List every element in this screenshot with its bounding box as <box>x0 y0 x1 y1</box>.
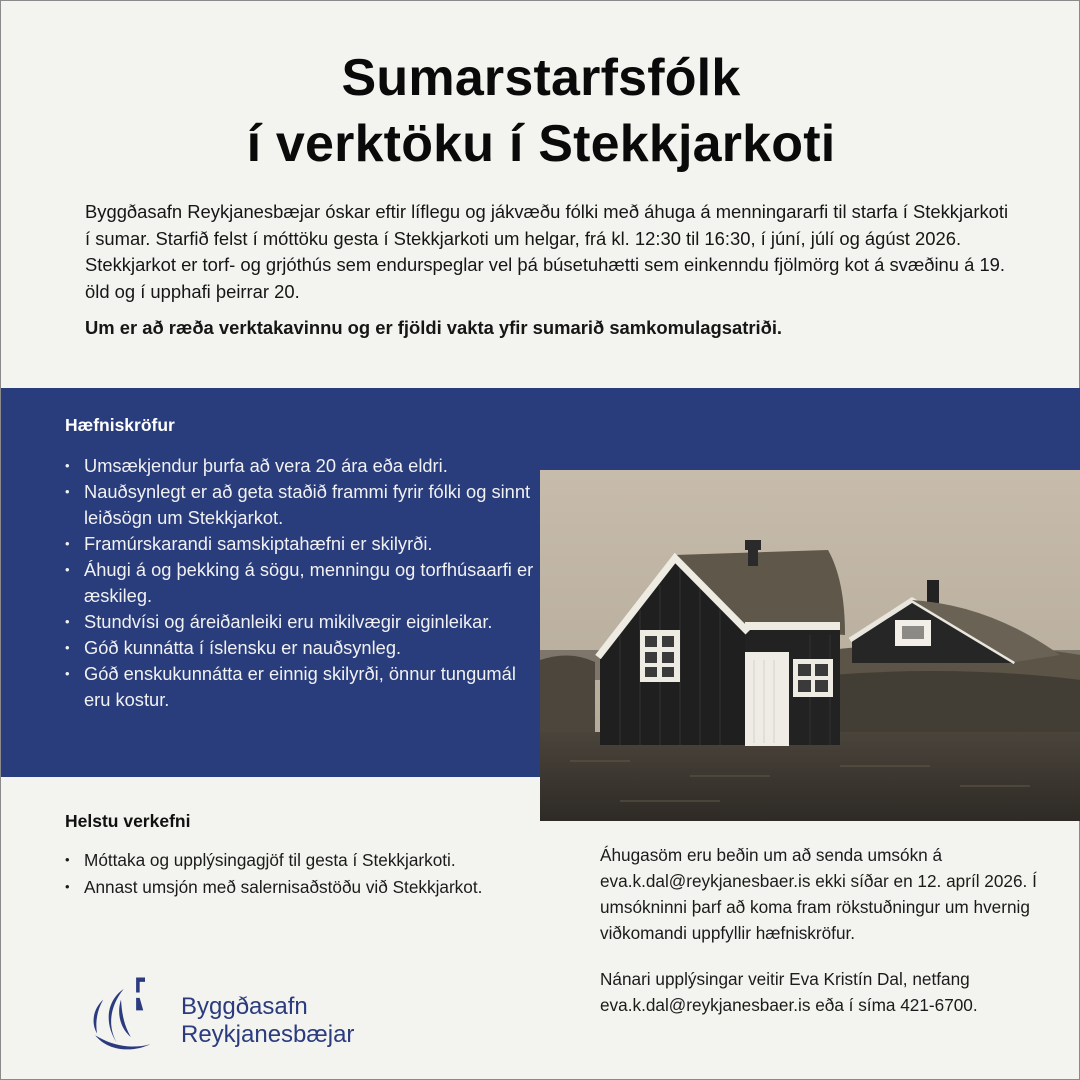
list-item: • Annast umsjón með salernisaðstöðu við Stekkjarkot. <box>65 874 485 901</box>
list-item: • Framúrskarandi samskiptahæfni er skilyrði. <box>65 531 535 557</box>
list-item: • Umsækjendur þurfa að vera 20 ára eða eldri. <box>65 453 535 479</box>
list-item: • Áhugi á og þekking á sögu, menningu og torfhúsaarfi er æskileg. <box>65 557 535 609</box>
requirements-title: Hæfniskröfur <box>65 415 175 435</box>
list-item: • Nauðsynlegt er að geta staðið frammi fyrir fólki og sinnt leiðsögn um Stekkjarkot. <box>65 479 535 531</box>
page-title <box>1 45 1080 177</box>
tasks-title: Helstu verkefni <box>65 811 191 831</box>
list-item: • Góð enskukunnátta er einnig skilyrði, önnur tungumál eru kostur. <box>65 661 535 713</box>
intro-section <box>85 199 1015 342</box>
application-text: Áhugasöm eru beðin um að senda umsókn á eva.k.dal@reykjanesbaer.is ekki síðar en 12. apríl 2026. Í umsókninni þarf að koma fram rökstuðningur um hvernig viðkomandi uppfyllir hæfniskröfur. <box>600 845 1037 943</box>
tasks-list <box>65 847 485 900</box>
title-line-1: Sumarstarfsfólk <box>341 49 741 107</box>
list-item: • Góð kunnátta í íslensku er nauðsynleg. <box>65 635 535 661</box>
ship-sail-icon <box>81 973 161 1053</box>
intro-paragraph: Byggðasafn Reykjanesbæjar óskar eftir líflegu og jákvæðu fólki með áhuga á menningararfi til starfa í Stekkjarkoti í sumar. Starfið felst í móttöku gesta í Stekkjarkoti um helgar, frá kl. 12:30 til 16:30, í júní, júlí og ágúst 2026. Stekkjarkot er torf- og grjóthús sem endurspeglar vel þá búsetuhætti sem einkenndu fjölmörg kot á svæðinu á 19. öld og í upphafi þeirrar 20. <box>85 201 1009 302</box>
turf-house-photo <box>540 470 1080 821</box>
requirements-list <box>65 453 535 713</box>
list-item: • Stundvísi og áreiðanleiki eru mikilvægir eiginleikar. <box>65 609 535 635</box>
list-item: • Móttaka og upplýsingagjöf til gesta í Stekkjarkoti. <box>65 847 485 874</box>
intro-bold-note: Um er að ræða verktakavinnu og er fjöldi vakta yfir sumarið samkomulagsatriði. <box>85 317 783 338</box>
logo-line-2: Reykjanesbæjar <box>181 1021 355 1048</box>
logo-line-1: Byggðasafn <box>181 993 308 1020</box>
application-info <box>600 842 1040 1038</box>
contact-text: Nánari upplýsingar veitir Eva Kristín Dal, netfang eva.k.dal@reykjanesbaer.is eða í síma 421-6700. <box>600 969 978 1015</box>
title-line-2: í verktöku í Stekkjarkoti <box>246 115 836 173</box>
turf-house-illustration <box>540 470 1080 821</box>
museum-logo <box>85 973 405 1063</box>
logo-text <box>181 993 354 1049</box>
